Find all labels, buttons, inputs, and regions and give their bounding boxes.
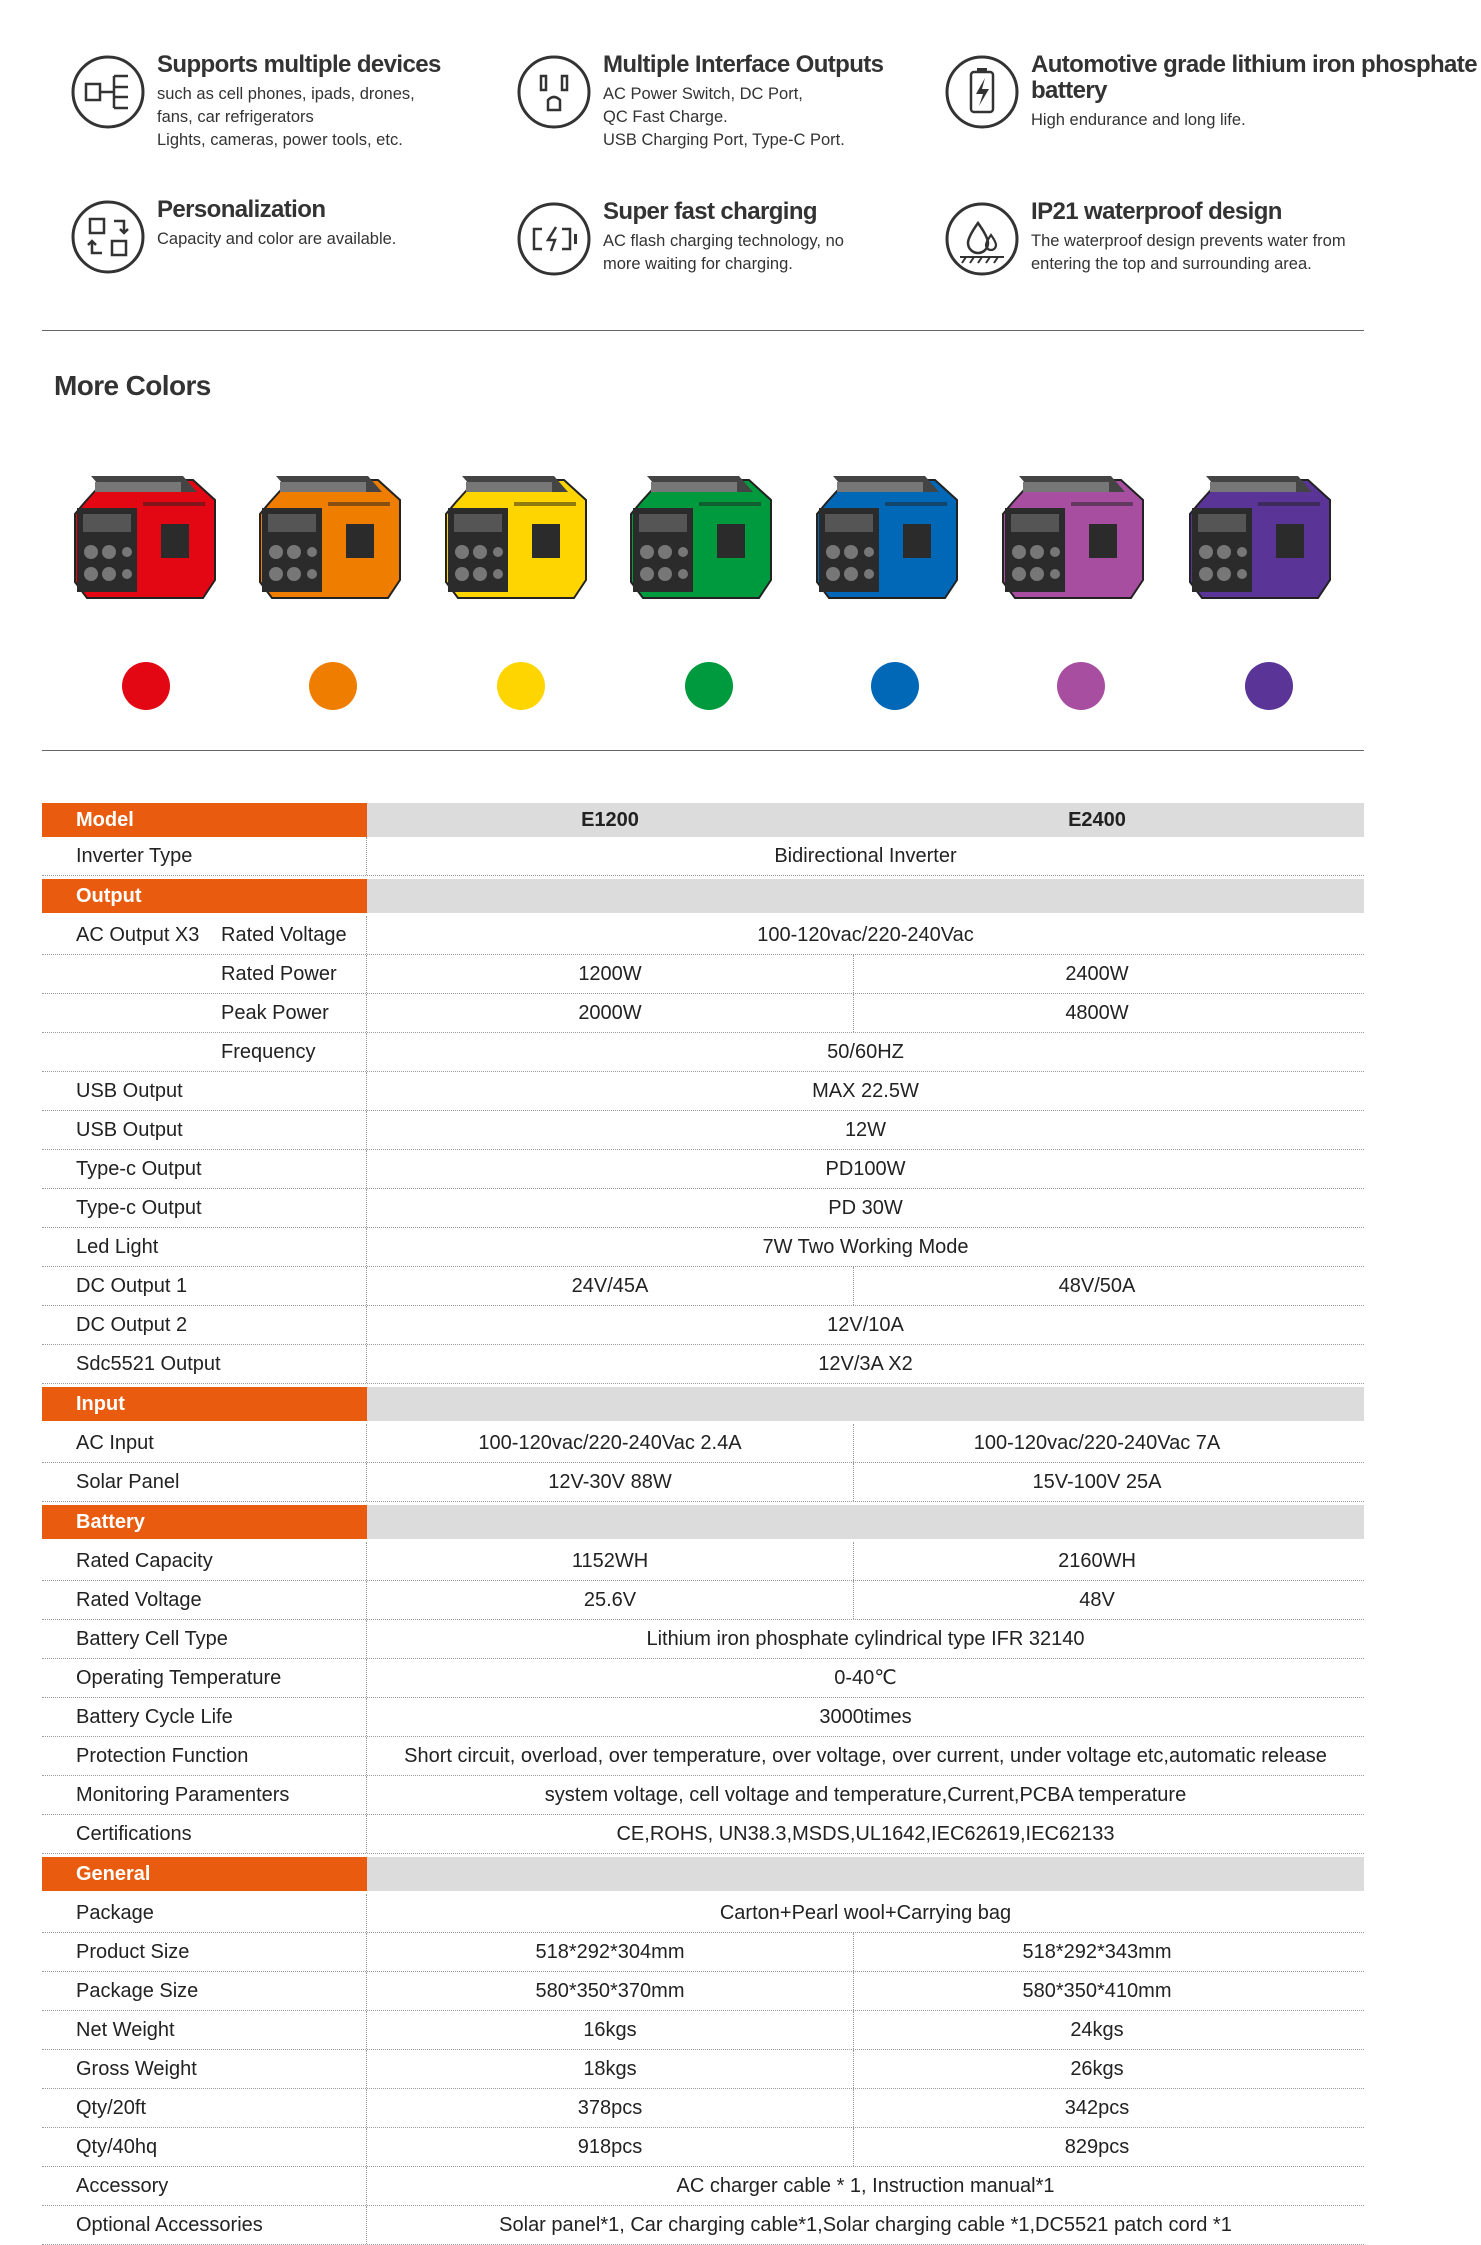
table-row (42, 1894, 1364, 1933)
devices-icon (70, 54, 146, 130)
feature-battery (944, 51, 1477, 162)
table-row (42, 2050, 1364, 2089)
row-label: Sdc5521 Output (42, 1345, 367, 1383)
row-value-e2400: 100-120vac/220-240Vac 7A (973, 1432, 1221, 1454)
product-image (807, 462, 967, 614)
row-label: Rated Voltage (42, 1581, 367, 1619)
row-value-e2400: 4800W (1065, 1002, 1129, 1024)
color-swatch[interactable] (497, 662, 545, 710)
row-label: Type-c Output (42, 1189, 367, 1227)
product-image (250, 462, 410, 614)
table-row (42, 1698, 1364, 1737)
row-value-e1200: 1200W (367, 955, 854, 993)
fast-charge-icon (516, 201, 592, 277)
section-label: Output (42, 879, 367, 913)
section-label: General (42, 1857, 367, 1891)
row-value: 50/60HZ (827, 1041, 904, 1063)
table-row (42, 1228, 1364, 1267)
section-label: Input (42, 1387, 367, 1421)
row-label: Monitoring Paramenters (42, 1776, 367, 1814)
table-row (42, 1306, 1364, 1345)
section-label: Battery (42, 1505, 367, 1539)
color-swatch[interactable] (1245, 662, 1293, 710)
table-row (42, 1542, 1364, 1581)
table-row (42, 1189, 1364, 1228)
product-image (65, 462, 225, 614)
row-value: 100-120vac/220-240Vac (757, 924, 974, 946)
row-label: Led Light (42, 1228, 367, 1266)
section-header-row (42, 1505, 1364, 1539)
row-value-e2400: 2400W (1065, 963, 1129, 985)
product-image (621, 462, 781, 614)
row-label: USB Output (42, 1111, 367, 1149)
row-value: PD100W (825, 1158, 906, 1180)
row-label: Qty/20ft (42, 2089, 367, 2127)
table-row (42, 1776, 1364, 1815)
feature-title: Personalization (157, 196, 326, 223)
table-row (42, 994, 1364, 1033)
table-row (42, 2011, 1364, 2050)
color-swatch[interactable] (685, 662, 733, 710)
row-value: 12V/3A X2 (818, 1353, 913, 1375)
section-header-row (42, 1857, 1364, 1891)
row-value-e2400: 48V (1079, 1589, 1115, 1611)
row-label: Accessory (42, 2167, 367, 2205)
table-row (42, 1933, 1364, 1972)
row-label (42, 1033, 367, 1071)
row-sublabel: Frequency (221, 1041, 316, 1063)
features-section (0, 0, 1477, 330)
feature-title: Automotive grade lithium iron phosphate battery (1031, 51, 1477, 104)
row-sublabel: Rated Power (221, 963, 337, 985)
spec-table (42, 803, 1364, 2245)
table-row (42, 1345, 1364, 1384)
table-row (42, 1072, 1364, 1111)
table-row (42, 1972, 1364, 2011)
table-row (42, 1111, 1364, 1150)
battery-bolt-icon (944, 54, 1020, 130)
row-value: CE,ROHS, UN38.3,MSDS,UL1642,IEC62619,IEC62133 (616, 1823, 1115, 1845)
table-row (42, 1150, 1364, 1189)
row-value: Solar panel*1, Car charging cable*1,Solar charging cable *1,DC5521 patch cord *1 (499, 2214, 1232, 2236)
row-value-e2400: 580*350*410mm (1022, 1980, 1172, 2002)
row-value: 12W (844, 1119, 887, 1141)
product-image (1180, 462, 1340, 614)
row-label: Battery Cycle Life (42, 1698, 367, 1736)
table-row (42, 1737, 1364, 1776)
outlet-icon (516, 54, 592, 130)
divider (42, 330, 1364, 331)
section-bar (367, 879, 1364, 913)
row-value-e1200: 12V-30V 88W (367, 1463, 854, 1501)
feature-multiple-devices (70, 52, 510, 162)
section-bar (367, 1505, 1364, 1539)
color-swatch[interactable] (1057, 662, 1105, 710)
row-label: AC Output X3 (42, 916, 367, 954)
row-value-e2400: 26kgs (1070, 2058, 1124, 2080)
row-value: Carton+Pearl wool+Carrying bag (719, 1902, 1012, 1924)
row-label: Inverter Type (42, 837, 367, 875)
table-row (42, 916, 1364, 955)
row-value-e1200: 100-120vac/220-240Vac 2.4A (367, 1424, 854, 1462)
feature-waterproof (944, 199, 1384, 309)
table-row (42, 2089, 1364, 2128)
row-value-e2400: 829pcs (1064, 2136, 1130, 2158)
row-value-e2400: 15V-100V 25A (1032, 1471, 1162, 1493)
feature-title: Multiple Interface Outputs (603, 51, 884, 78)
row-value-e2400: 518*292*343mm (1022, 1941, 1172, 1963)
table-header-row (42, 803, 1364, 837)
feature-personalization (70, 197, 510, 307)
row-label: Type-c Output (42, 1150, 367, 1188)
feature-description: High endurance and long life. (1031, 111, 1246, 129)
section-bar (367, 1387, 1364, 1421)
table-row (42, 2167, 1364, 2206)
header-e2400: E2400 (1068, 809, 1126, 831)
feature-title: IP21 waterproof design (1031, 198, 1282, 225)
row-value: 12V/10A (827, 1314, 904, 1336)
color-swatch[interactable] (309, 662, 357, 710)
row-sublabel: Peak Power (221, 1002, 329, 1024)
row-label: Optional Accessories (42, 2206, 367, 2244)
row-value: 7W Two Working Mode (762, 1236, 969, 1258)
row-value-e2400: 342pcs (1064, 2097, 1130, 2119)
row-value-e1200: 24V/45A (367, 1267, 854, 1305)
row-sublabel: Rated Voltage (221, 924, 347, 946)
row-label: Battery Cell Type (42, 1620, 367, 1658)
header-e1200: E1200 (581, 809, 639, 831)
row-label: Certifications (42, 1815, 367, 1853)
row-value: PD 30W (828, 1197, 903, 1219)
divider (42, 750, 1364, 751)
feature-description: AC flash charging technology, no more waiting for charging. (603, 232, 844, 273)
feature-title: Super fast charging (603, 198, 817, 225)
table-row (42, 2206, 1364, 2245)
row-value-e1200: 918pcs (367, 2128, 854, 2166)
row-value-e2400: 48V/50A (1058, 1275, 1136, 1297)
row-value: Lithium iron phosphate cylindrical type IFR 32140 (646, 1628, 1085, 1650)
feature-description: such as cell phones, ipads, drones, fans, car refrigerators Lights, cameras, power tools, etc. (157, 85, 415, 149)
table-row (42, 1659, 1364, 1698)
row-value-e1200: 518*292*304mm (367, 1933, 854, 1971)
table-row (42, 1815, 1364, 1854)
table-row (42, 1267, 1364, 1306)
row-label: Qty/40hq (42, 2128, 367, 2166)
feature-description: The waterproof design prevents water from entering the top and surrounding area. (1031, 232, 1346, 273)
table-row (42, 837, 1364, 876)
feature-fast-charging (516, 199, 956, 309)
row-label: Gross Weight (42, 2050, 367, 2088)
color-swatch[interactable] (871, 662, 919, 710)
row-value: 3000times (819, 1706, 912, 1728)
row-value: system voltage, cell voltage and temperature,Current,PCBA temperature (544, 1784, 1187, 1806)
row-label: Net Weight (42, 2011, 367, 2049)
row-value-e1200: 1152WH (367, 1542, 854, 1580)
waterproof-icon (944, 201, 1020, 277)
row-label: USB Output (42, 1072, 367, 1110)
row-value: Bidirectional Inverter (774, 845, 957, 867)
row-value: 0-40℃ (834, 1667, 897, 1689)
feature-description: AC Power Switch, DC Port, QC Fast Charge. USB Charging Port, Type-C Port. (603, 85, 845, 149)
row-value-e1200: 25.6V (367, 1581, 854, 1619)
table-row (42, 1424, 1364, 1463)
row-label: Protection Function (42, 1737, 367, 1775)
row-label: DC Output 2 (42, 1306, 367, 1344)
feature-title: Supports multiple devices (157, 51, 441, 78)
row-label: Package Size (42, 1972, 367, 2010)
feature-description: Capacity and color are available. (157, 230, 397, 248)
table-row (42, 1463, 1364, 1502)
row-value: MAX 22.5W (812, 1080, 919, 1102)
table-row (42, 2128, 1364, 2167)
row-value: AC charger cable * 1, Instruction manual*1 (676, 2175, 1055, 2197)
row-label: Package (42, 1894, 367, 1932)
table-row (42, 1581, 1364, 1620)
section-header-row (42, 879, 1364, 913)
row-value-e1200: 580*350*370mm (367, 1972, 854, 2010)
product-image (436, 462, 596, 614)
section-bar (367, 1857, 1364, 1891)
row-label: Rated Capacity (42, 1542, 367, 1580)
color-swatch[interactable] (122, 662, 170, 710)
section-header-row (42, 1387, 1364, 1421)
row-value-e1200: 378pcs (367, 2089, 854, 2127)
header-model-label: Model (42, 803, 367, 837)
row-value-e2400: 2160WH (1058, 1550, 1136, 1572)
feature-interface-outputs (516, 52, 956, 162)
row-value: Short circuit, overload, over temperature, over voltage, over current, under voltage etc,automatic release (404, 1745, 1327, 1767)
table-row (42, 955, 1364, 994)
row-label: AC Input (42, 1424, 367, 1462)
row-label: Product Size (42, 1933, 367, 1971)
table-row (42, 1620, 1364, 1659)
row-label: DC Output 1 (42, 1267, 367, 1305)
row-label: Operating Temperature (42, 1659, 367, 1697)
row-value-e1200: 16kgs (367, 2011, 854, 2049)
row-value-e1200: 18kgs (367, 2050, 854, 2088)
personalization-icon (70, 199, 146, 275)
row-value-e2400: 24kgs (1070, 2019, 1124, 2041)
section-title: More Colors (54, 370, 211, 401)
row-value-e1200: 2000W (367, 994, 854, 1032)
product-image (993, 462, 1153, 614)
table-row (42, 1033, 1364, 1072)
row-label: Solar Panel (42, 1463, 367, 1501)
